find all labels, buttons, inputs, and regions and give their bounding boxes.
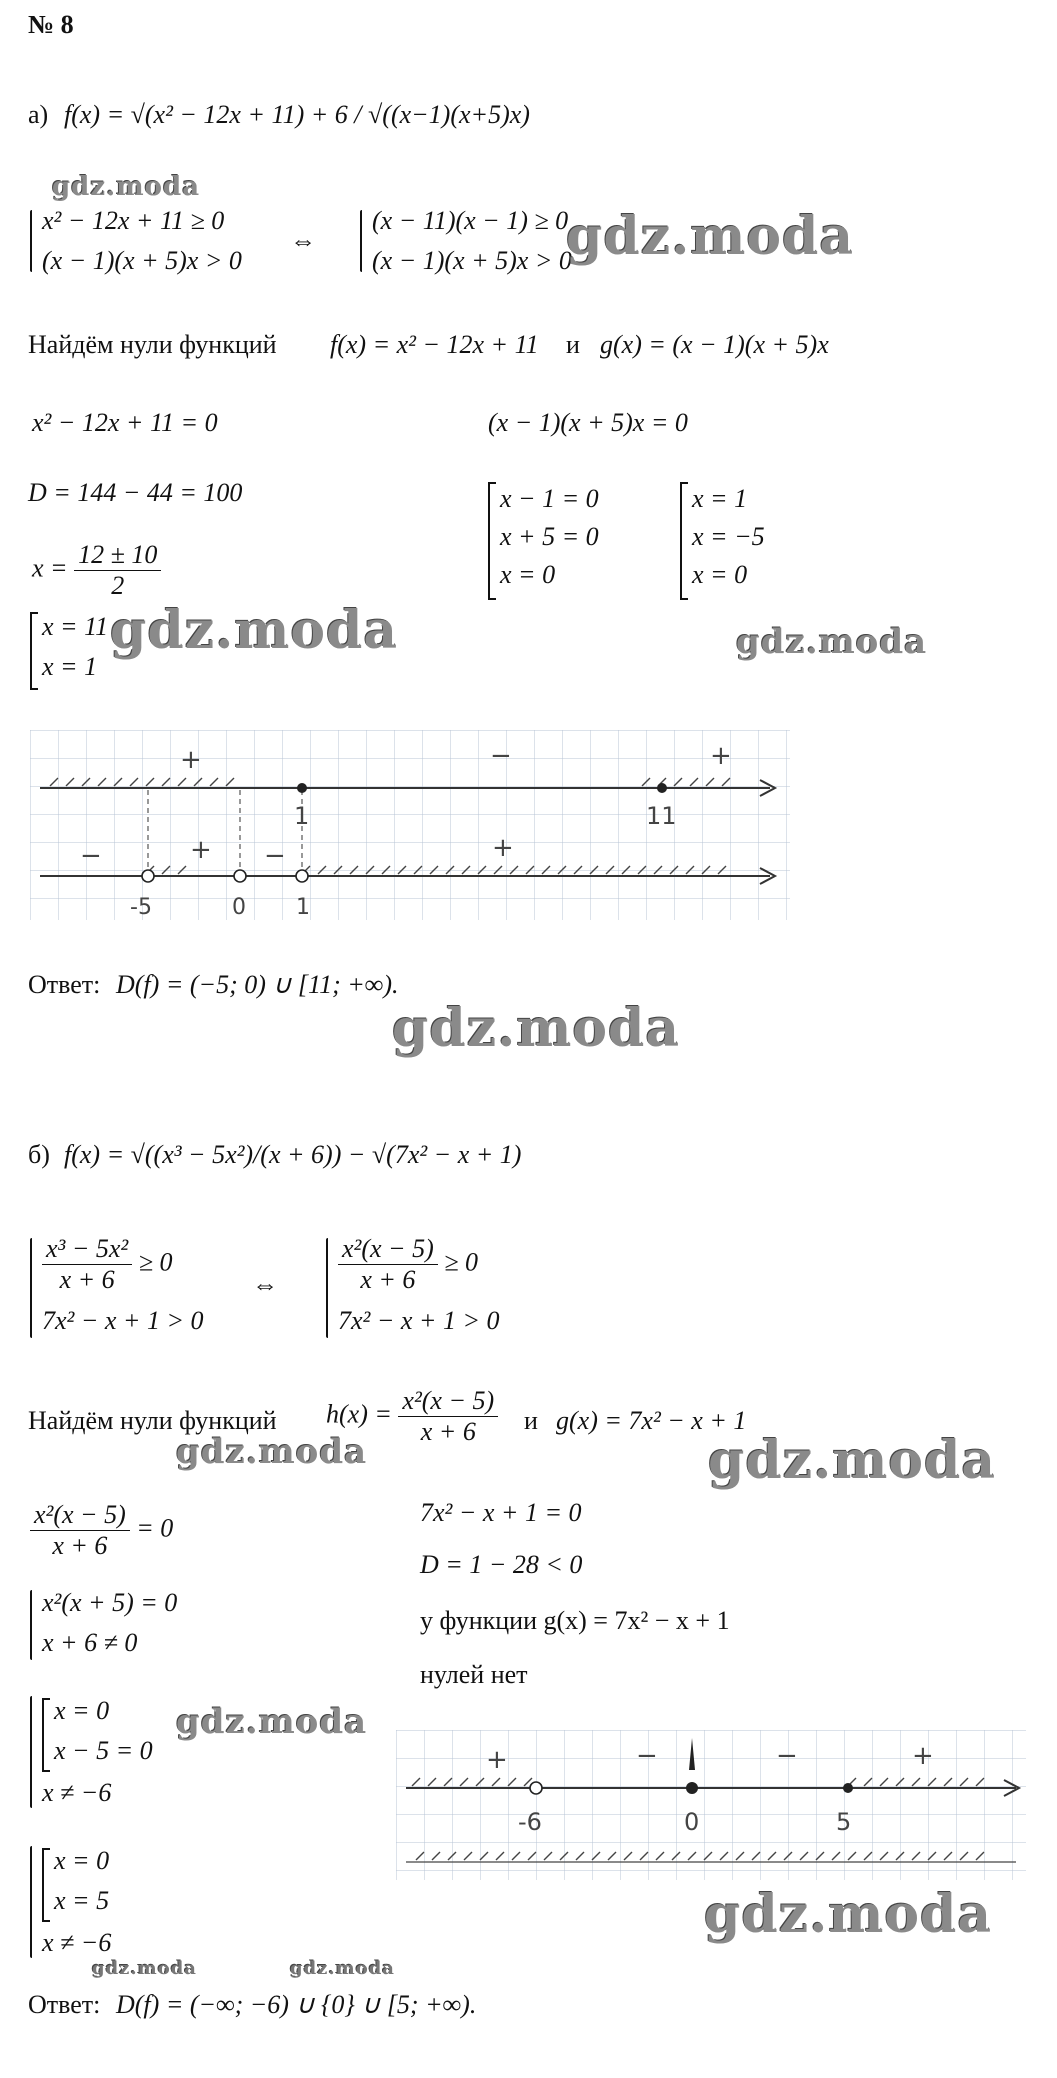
- set-line: x + 5 = 0: [500, 522, 599, 551]
- part-b-function: f(x) = √((x³ − 5x²)/(x + 6)) − √(7x² − x + 1): [64, 1140, 522, 1169]
- frac-den: x + 6: [52, 1531, 108, 1560]
- system-brace: [30, 210, 32, 272]
- sign-label: −: [490, 741, 512, 771]
- sign-label: +: [190, 835, 212, 865]
- filled-point: [686, 1782, 698, 1794]
- g-equation: 7x² − x + 1 = 0: [420, 1498, 582, 1527]
- system-line: [42, 1234, 173, 1295]
- system-line: x + 6 ≠ 0: [42, 1628, 138, 1657]
- root-formula-den: 2: [111, 571, 125, 600]
- system-line: (x − 11)(x − 1) ≥ 0: [372, 206, 569, 235]
- point-label: 11: [646, 802, 677, 830]
- filled-point: [657, 783, 667, 793]
- g-no-zeros: нулей нет: [420, 1660, 528, 1689]
- watermark-logo: gdz.moda: [290, 1958, 395, 1979]
- watermark-logo: gdz.moda: [566, 206, 855, 267]
- watermark-logo: gdz.moda: [392, 998, 681, 1059]
- system-line: x ≠ −6: [42, 1928, 112, 1957]
- watermark-logo: gdz.moda: [176, 1702, 368, 1742]
- system-line: [338, 1234, 478, 1295]
- watermark-logo: gdz.moda: [704, 1884, 993, 1945]
- watermark-logo: gdz.moda: [52, 172, 201, 202]
- set-line: x = 5: [54, 1886, 110, 1915]
- number-line-b: [396, 1730, 1036, 1890]
- sign-label: +: [180, 745, 202, 775]
- sign-label: +: [710, 741, 732, 771]
- set-bracket: [680, 482, 688, 600]
- set-bracket: [488, 482, 496, 600]
- open-point: [296, 870, 308, 882]
- answer-label: Ответ:: [28, 1990, 101, 2019]
- set-line: x = 1: [692, 484, 748, 513]
- and-word: и: [524, 1406, 538, 1435]
- sign-label: +: [492, 833, 514, 863]
- open-point: [530, 1782, 542, 1794]
- system-brace: [360, 210, 362, 272]
- number-line-a: [30, 730, 800, 930]
- equivalence-sign: ⇔: [252, 1270, 278, 1299]
- set-bracket: [30, 612, 38, 690]
- and-word: и: [566, 330, 580, 359]
- frac-den: x + 6: [420, 1417, 476, 1446]
- answer: D(f) = (−5; 0) ∪ [11; +∞).: [116, 970, 399, 999]
- frac-num: x²(x − 5): [338, 1234, 438, 1265]
- set-line: x = 0: [54, 1846, 110, 1875]
- watermark-logo: gdz.moda: [708, 1430, 997, 1491]
- system-line: (x − 1)(x + 5)x > 0: [372, 246, 572, 275]
- problem-number: № 8: [28, 10, 74, 39]
- equation: [30, 1500, 173, 1561]
- equation: x² − 12x + 11 = 0: [32, 408, 218, 437]
- root-line: x = 1: [42, 652, 98, 681]
- relation: ≥ 0: [444, 1247, 479, 1277]
- point-label: -5: [130, 895, 152, 920]
- system-brace: [30, 1696, 32, 1808]
- frac-den: x + 6: [59, 1265, 115, 1294]
- system-brace: [30, 1238, 32, 1338]
- root-formula-num: 12 ± 10: [74, 540, 161, 571]
- root-formula-lhs: x =: [32, 553, 68, 583]
- system-line: x ≠ −6: [42, 1778, 112, 1807]
- answer: D(f) = (−∞; −6) ∪ {0} ∪ [5; +∞).: [116, 1990, 477, 2019]
- system-line: 7x² − x + 1 > 0: [42, 1306, 204, 1335]
- g-text: у функции g(x) = 7x² − x + 1: [420, 1606, 730, 1635]
- answer-label: Ответ:: [28, 970, 101, 999]
- filled-point: [843, 1783, 853, 1793]
- filled-point: [297, 783, 307, 793]
- frac-den: x + 6: [360, 1265, 416, 1294]
- eq-rhs: = 0: [136, 1513, 174, 1543]
- set-line: x = −5: [692, 522, 765, 551]
- equation: (x − 1)(x + 5)x = 0: [488, 408, 688, 437]
- watermark-logo: gdz.moda: [176, 1432, 368, 1472]
- point-label: 1: [294, 802, 310, 830]
- system-line: x²(x + 5) = 0: [42, 1588, 178, 1617]
- sign-label: −: [776, 1741, 798, 1771]
- set-line: x = 0: [692, 560, 748, 589]
- equivalence-sign: ⇔: [290, 226, 316, 255]
- watermark-logo: gdz.moda: [92, 1958, 197, 1979]
- part-b-label: б): [28, 1140, 50, 1169]
- zeros-g: g(x) = 7x² − x + 1: [556, 1406, 747, 1435]
- h-lhs: h(x) =: [326, 1399, 392, 1429]
- frac-num: x²(x − 5): [30, 1500, 130, 1531]
- system-line: x² − 12x + 11 ≥ 0: [42, 206, 225, 235]
- part-a-function: f(x) = √(x² − 12x + 11) + 6 / √((x−1)(x+5)x): [64, 100, 530, 129]
- zeros-intro: Найдём нули функций: [28, 1406, 277, 1435]
- system-brace: [30, 1846, 32, 1958]
- set-line: x − 5 = 0: [54, 1736, 153, 1765]
- point-label: -6: [518, 1808, 542, 1836]
- watermark-logo: gdz.moda: [736, 622, 928, 662]
- zeros-g: g(x) = (x − 1)(x + 5)x: [600, 330, 829, 359]
- zeros-f: f(x) = x² − 12x + 11: [330, 330, 539, 359]
- set-line: x = 0: [54, 1696, 110, 1725]
- frac-num: x³ − 5x²: [42, 1234, 132, 1265]
- system-brace: [30, 1590, 32, 1660]
- sign-label: +: [486, 1745, 508, 1775]
- relation: ≥ 0: [138, 1247, 173, 1277]
- point-label: 0: [684, 1808, 700, 1836]
- system-line: 7x² − x + 1 > 0: [338, 1306, 500, 1335]
- point-label: 5: [836, 1808, 852, 1836]
- zeros-intro: Найдём нули функций: [28, 330, 277, 359]
- sign-label: −: [636, 1741, 658, 1771]
- frac-num: x²(x − 5): [398, 1386, 498, 1417]
- sign-label: −: [264, 841, 286, 871]
- sign-label: +: [912, 1741, 934, 1771]
- part-a-label: а): [28, 100, 49, 129]
- open-point: [234, 870, 246, 882]
- set-line: x − 1 = 0: [500, 484, 599, 513]
- point-label: 0: [232, 895, 246, 920]
- set-line: x = 0: [500, 560, 556, 589]
- sign-label: −: [80, 841, 102, 871]
- system-line: (x − 1)(x + 5)x > 0: [42, 246, 242, 275]
- open-point: [142, 870, 154, 882]
- g-discriminant: D = 1 − 28 < 0: [420, 1550, 583, 1579]
- root-line: x = 11: [42, 612, 109, 641]
- point-label: 1: [296, 895, 310, 920]
- watermark-logo: gdz.moda: [110, 600, 399, 661]
- discriminant: D = 144 − 44 = 100: [28, 478, 243, 507]
- set-bracket: [42, 1698, 50, 1772]
- set-bracket: [42, 1848, 50, 1922]
- root-formula: [32, 540, 161, 601]
- system-brace: [326, 1238, 328, 1338]
